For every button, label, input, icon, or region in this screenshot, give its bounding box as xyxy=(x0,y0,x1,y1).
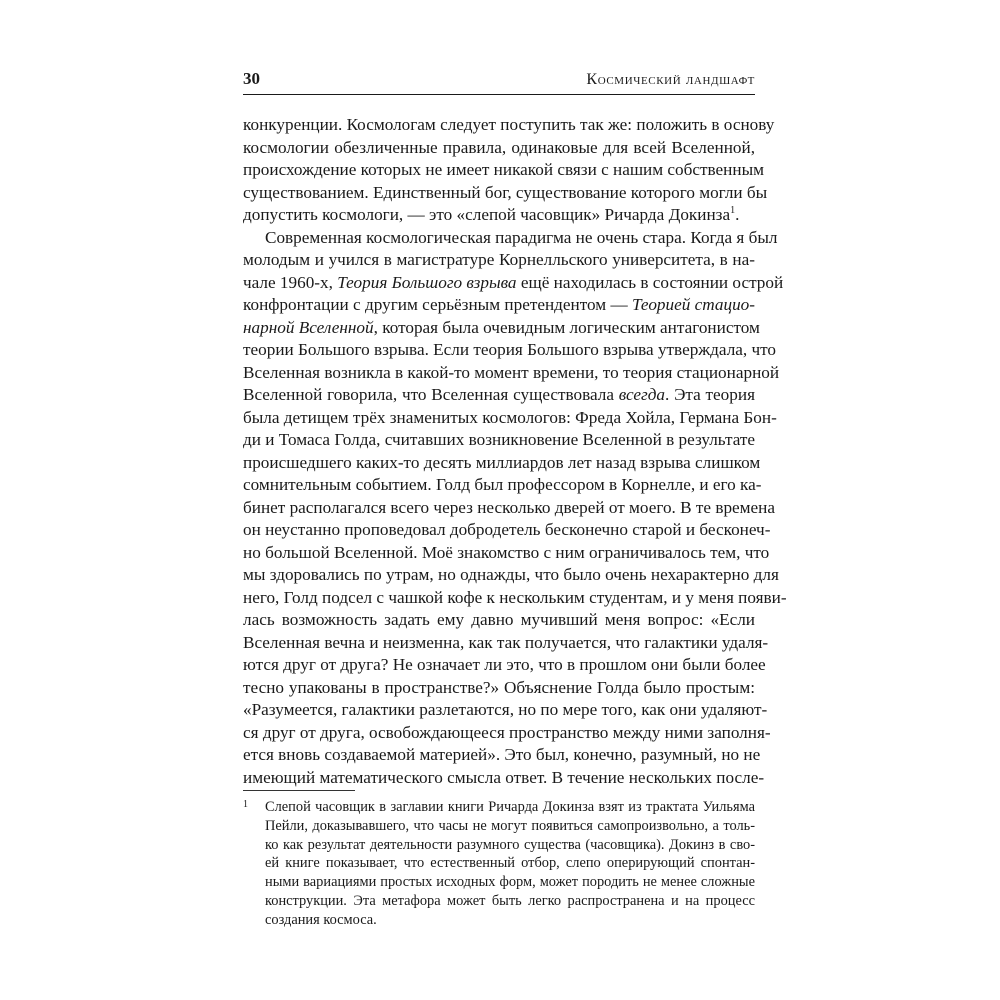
footnote-marker: 1 xyxy=(243,799,248,810)
text-line: Современная космологическая парадигма не очень стара. Когда я был xyxy=(265,227,778,247)
italic-term: нарной Вселенной xyxy=(243,317,374,337)
footnote-line: Слепой часовщик в заглавии книги Ричарда Докинза взят из трактата Уильяма xyxy=(265,799,755,815)
footnote-line: конструкции. Эта метафора может быть легко распространена и на процесс xyxy=(265,892,755,909)
text-line: конкуренции. Космологам следует поступить так же: положить в основу xyxy=(243,115,775,134)
footnote-line: ко как результат деятельности разумного существа (часовщика). Докинз в сво- xyxy=(265,836,755,853)
italic-term: Теория Большого взрыва xyxy=(337,272,517,292)
text-line xyxy=(243,294,755,317)
footnote-line: ей книге показывает, что естественный отбор, слепо оперирующий спонтан- xyxy=(265,855,755,872)
text-line: Вселенная вечна и неизменна, как так получается, что галактики удаля- xyxy=(243,632,769,652)
text-line: имеющий математического смысла ответ. В течение нескольких после- xyxy=(243,767,765,787)
text-line xyxy=(243,317,760,340)
page-number: 30 xyxy=(243,69,260,88)
italic-term: Теорией стацио- xyxy=(631,295,755,314)
text-line: ется вновь создаваемой материей». Это был, конечно, разумный, но не xyxy=(243,745,761,764)
text-line: происшедшего каких-то десять миллиардов лет назад взрыва слишком xyxy=(243,452,761,472)
footnote-divider xyxy=(243,790,355,791)
text-line: он неустанно проповедовал добродетель бесконечно старой и бесконеч- xyxy=(243,520,771,539)
text-line: ди и Томаса Голда, считавших возникновение Вселенной в результате xyxy=(243,430,756,449)
text-segment: . Эта теория xyxy=(665,385,755,404)
text-line: тесно упакованы в пространстве?» Объяснение Голда было простым: xyxy=(243,677,755,697)
text-line: ются друг от друга? Не означает ли это, что в прошлом они были более xyxy=(243,655,766,674)
text-segment: , которая была очевидным логическим антагонистом xyxy=(373,317,760,337)
text-segment: ещё находилась в состоянии острой xyxy=(516,272,784,292)
text-line: лась возможность задать ему давно мучивший меня вопрос: «Если xyxy=(243,610,755,629)
footnote xyxy=(243,798,755,930)
text-line xyxy=(243,204,755,227)
text-line: космологии обезличенные правила, одинаковые для всей Вселенной, xyxy=(243,137,755,157)
footnote-text xyxy=(265,798,755,930)
text-segment: чале 1960-х, xyxy=(243,272,338,292)
italic-term: всегда xyxy=(618,385,666,404)
text-line: существованием. Единственный бог, существование которого могли бы xyxy=(243,182,768,202)
body-text xyxy=(243,114,787,789)
text-line: ся друг от друга, освобождающееся пространство между ними заполня- xyxy=(243,722,771,742)
text-segment: конфронтации с другим серьёзным претендентом — xyxy=(243,295,632,314)
footnote-line: создания космоса. xyxy=(265,911,377,928)
text-line: происхождение которых не имеет никакой связи с нашим собственным xyxy=(243,160,764,179)
text-line xyxy=(243,272,784,295)
text-line: была детищем трёх знаменитых космологов: Фреда Хойла, Германа Бон- xyxy=(243,407,777,427)
footnote-line: Пейли, доказывавшего, что часы не могут появиться самопроизвольно, а толь- xyxy=(265,817,755,834)
running-title: Космический ландшафт xyxy=(586,71,755,88)
text-line: него, Голд подсел с чашкой кофе к нескольким студентам, и у меня появи- xyxy=(243,587,787,607)
text-line: Вселенная возникла в какой-то момент времени, то теория стационарной xyxy=(243,362,780,382)
text-line: бинет располагался всего через несколько дверей от моего. В те времена xyxy=(243,497,775,517)
running-head xyxy=(243,68,755,95)
text-segment: . xyxy=(735,205,740,224)
text-line xyxy=(243,384,755,407)
text-line: мы здоровались по утрам, но однажды, что было очень нехарактерно для xyxy=(243,565,779,584)
text-line: но большой Вселенной. Моё знакомство с ним ограничивалось тем, что xyxy=(243,542,770,562)
text-segment: допустить космологи, — это «слепой часовщик» Ричарда Докинза xyxy=(243,205,731,224)
footnote-line: ными вариациями простых исходных форм, может породить не менее сложные xyxy=(265,874,755,891)
text-line: теории Большого взрыва. Если теория Большого взрыва утверждала, что xyxy=(243,340,777,359)
text-line: «Разумеется, галактики разлетаются, но по мере того, как они удаляют- xyxy=(243,700,768,719)
footnote-reference[interactable]: 1 xyxy=(730,205,736,216)
text-segment: Вселенной говорила, что Вселенная существовала xyxy=(243,385,619,404)
text-line: сомнительным событием. Голд был профессором в Корнелле, и его ка- xyxy=(243,475,762,494)
text-line: молодым и учился в магистратуре Корнелльского университета, в на- xyxy=(243,250,755,269)
